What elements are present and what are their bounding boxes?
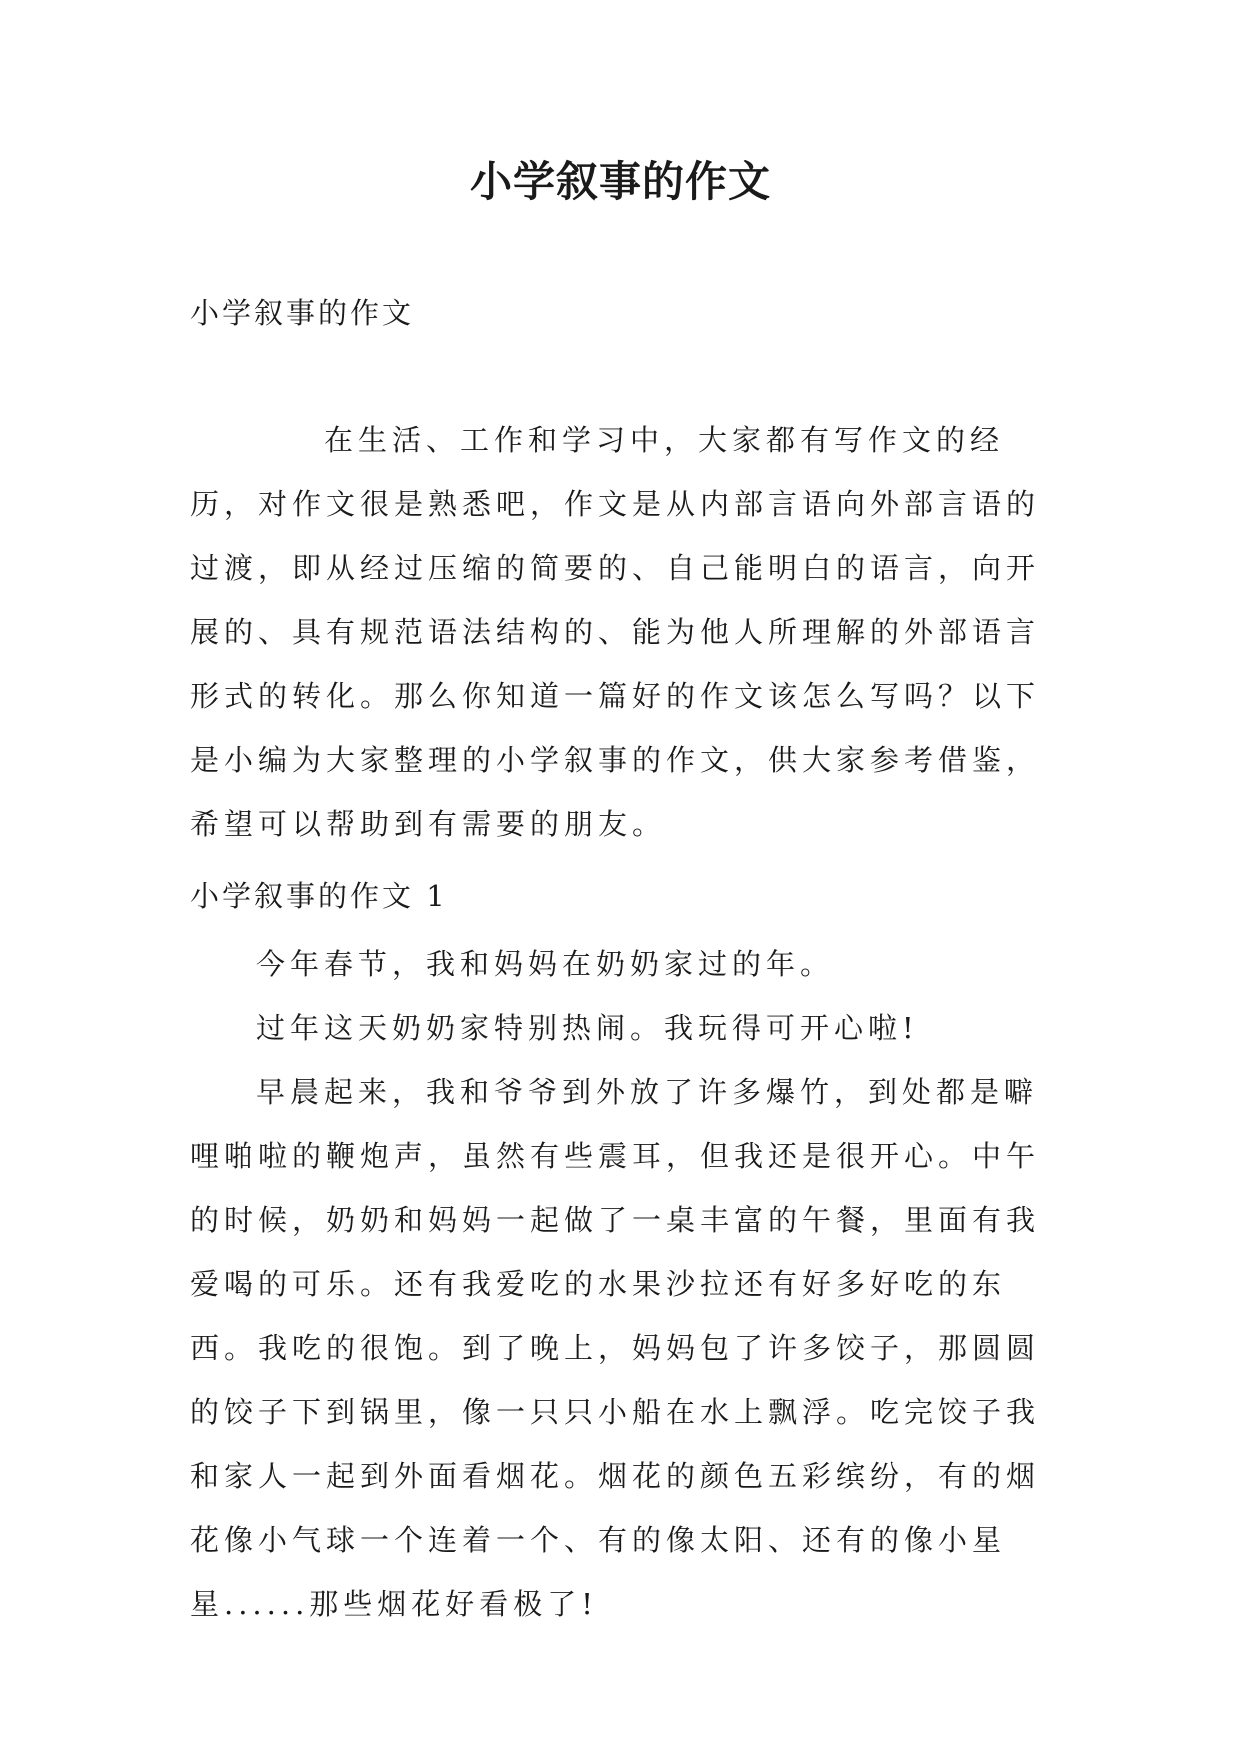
section-paragraph: 今年春节，我和妈妈在奶奶家过的年。	[256, 947, 835, 981]
document-subtitle: 小学叙事的作文	[190, 296, 415, 330]
section-paragraph: 过年这天奶奶家特别热闹。我玩得可开心啦!	[256, 1011, 919, 1045]
intro-paragraph: 在生活、工作和学习中，大家都有写作文的经历，对作文很是熟悉吧，作文是从内部言语向外部言语的过渡，即从经过压缩的简要的、自己能明白的语言，向开展的、具有规范语法结构的、能为他人所理解的外部语言形式的转化。那么你知道一篇好的作文该怎么写吗？以下是小编为大家整理的小学叙事的作文，供大家参考借鉴，希望可以帮助到有需要的朋友。	[190, 423, 1041, 841]
section-heading: 小学叙事的作文 1	[190, 879, 448, 913]
section-paragraph: 早晨起来，我和爷爷到外放了许多爆竹，到处都是噼哩啪啦的鞭炮声，虽然有些震耳，但我还是很开心。中午的时候，奶奶和妈妈一起做了一桌丰富的午餐，里面有我爱喝的可乐。还有我爱吃的水果沙拉还有好多好吃的东西。我吃的很饱。到了晚上，妈妈包了许多饺子，那圆圆的饺子下到锅里，像一只只小船在水上飘浮。吃完饺子我和家人一起到外面看烟花。烟花的颜色五彩缤纷，有的烟花像小气球一个连着一个、有的像太阳、还有的像小星星......那些烟花好看极了!	[190, 1075, 1041, 1621]
section-body	[190, 932, 1060, 1636]
page-title: 小学叙事的作文	[469, 157, 771, 206]
